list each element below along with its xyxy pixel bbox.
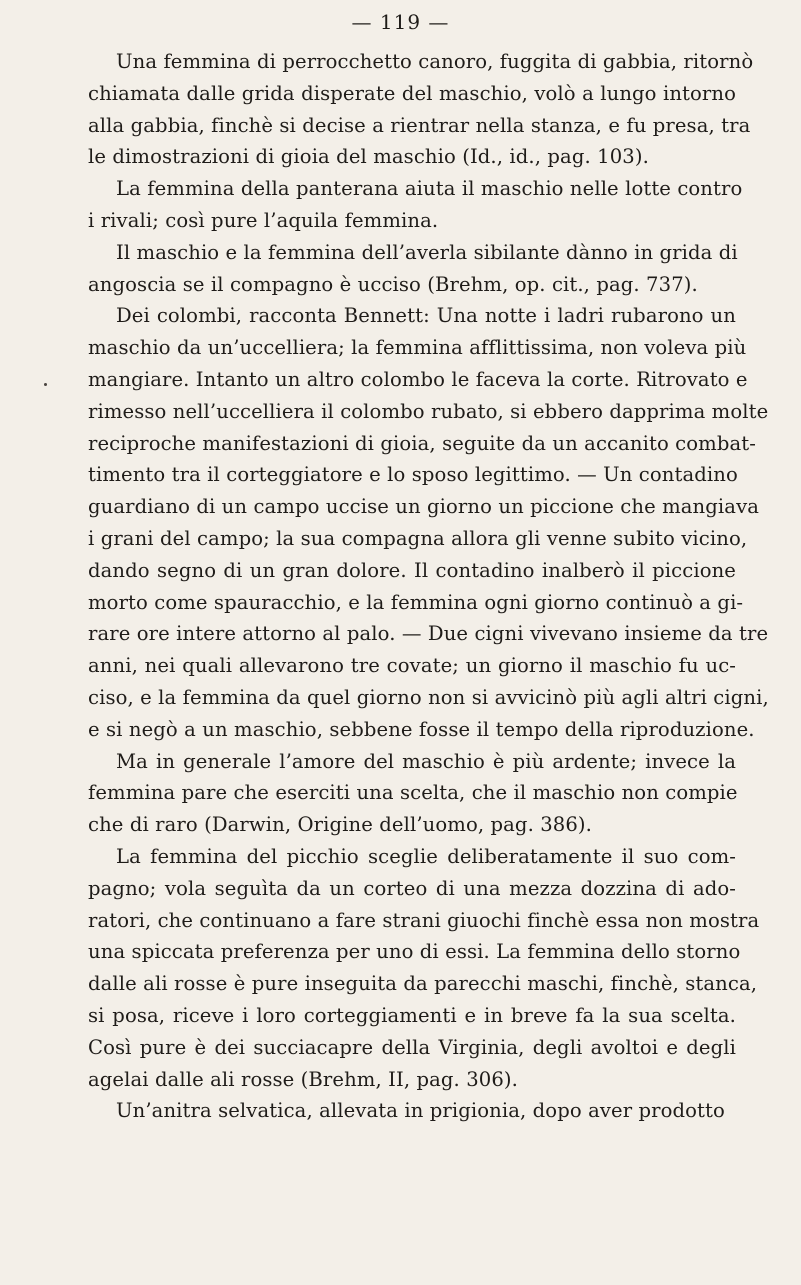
text-line: Dei colombi, racconta Bennett: Una notte i ladri rubarono un	[116, 304, 736, 328]
text-line: le dimostrazioni di gioia del maschio (Id., id., pag. 103).	[88, 145, 649, 169]
text-line: ratori, che continuano a fare strani giuochi finchè essa non mostra	[88, 908, 760, 932]
text-line: morto come spauracchio, e la femmina ogni giorno continuò a gi-	[88, 590, 744, 614]
text-line: Così pure è dei succiacapre della Virginia, degli avoltoi e degli	[88, 1035, 736, 1059]
text-line: timento tra il corteggiatore e lo sposo legittimo. — Un contadino	[88, 463, 738, 487]
text-line: maschio da un’uccelliera; la femmina afflittissima, non voleva più	[88, 336, 747, 360]
text-line: Un’anitra selvatica, allevata in prigionia, dopo aver prodotto	[116, 1099, 725, 1123]
print-speck	[44, 383, 47, 386]
text-line: reciproche manifestazioni di gioia, seguite da un accanito combat-	[88, 431, 756, 455]
text-line: anni, nei quali allevarono tre covate; un giorno il maschio fu uc-	[88, 654, 736, 678]
text-line: Una femmina di perrocchetto canoro, fuggita di gabbia, ritornò	[116, 50, 754, 73]
text-line: che di raro (Darwin, Origine dell’uomo, pag. 386).	[88, 813, 592, 837]
text-line: dando segno di un gran dolore. Il contadino inalberò il piccione	[88, 558, 736, 582]
text-line: e si negò a un maschio, sebbene fosse il tempo della riproduzione.	[88, 717, 755, 741]
text-line: si posa, riceve i loro corteggiamenti e in breve fa la sua scelta.	[88, 1003, 736, 1027]
text-line: i rivali; così pure l’aquila femmina.	[88, 208, 439, 232]
text-line: chiamata dalle grida disperate del maschio, volò a lungo intorno	[88, 81, 736, 105]
text-line: La femmina della panterana aiuta il maschio nelle lotte contro	[116, 177, 743, 201]
text-line: La femmina del picchio sceglie deliberatamente il suo com-	[116, 844, 736, 868]
text-line: una spiccata preferenza per uno di essi. La femmina dello storno	[88, 940, 741, 964]
text-line: guardiano di un campo uccise un giorno un piccione che mangiava	[88, 495, 760, 519]
page-number: — 119 —	[351, 10, 450, 34]
text-line: i grani del campo; la sua compagna allora gli venne subito vicino,	[88, 526, 748, 550]
text-line: pagno; vola seguìta da un corteo di una mezza dozzina di ado-	[88, 876, 736, 900]
text-line: rimesso nell’uccelliera il colombo rubato, si ebbero dapprima molte	[88, 399, 769, 423]
text-line: mangiare. Intanto un altro colombo le faceva la corte. Ritrovato e	[88, 367, 748, 391]
text-line: dalle ali rosse è pure inseguita da parecchi maschi, finchè, stanca,	[88, 972, 758, 996]
text-line: femmina pare che eserciti una scelta, che il maschio non compie	[88, 781, 738, 805]
text-line: Il maschio e la femmina dell’averla sibilante dànno in grida di	[116, 240, 738, 264]
text-line: angoscia se il compagno è ucciso (Brehm, op. cit., pag. 737).	[88, 272, 698, 296]
text-line: agelai dalle ali rosse (Brehm, II, pag. 306).	[88, 1067, 518, 1091]
text-line: ciso, e la femmina da quel giorno non si avvicinò più agli altri cigni,	[88, 685, 769, 709]
text-line: rare ore intere attorno al palo. — Due cigni vivevano insieme da tre	[88, 622, 769, 646]
body-text	[88, 46, 769, 1127]
text-line: alla gabbia, finchè si decise a rientrar nella stanza, e fu presa, tra	[88, 113, 751, 137]
text-line: Ma in generale l’amore del maschio è più ardente; invece la	[116, 749, 736, 773]
